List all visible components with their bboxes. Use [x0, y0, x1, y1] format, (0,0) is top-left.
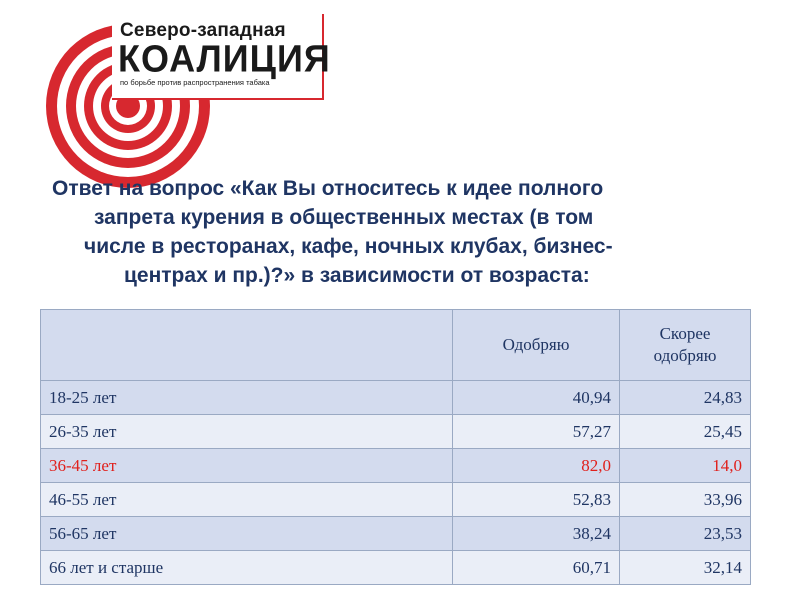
cell-rather-approve: 14,0 [620, 449, 751, 483]
table-header-row [41, 310, 751, 381]
cell-age: 36-45 лет [41, 449, 453, 483]
cell-age: 26-35 лет [41, 415, 453, 449]
cell-rather-approve: 33,96 [620, 483, 751, 517]
heading-line-1: Ответ на вопрос «Как Вы относитесь к идее полного [52, 177, 604, 200]
logo-title-line1: Северо-западная [120, 20, 286, 41]
coalition-logo [40, 8, 330, 198]
cell-age: 46-55 лет [41, 483, 453, 517]
cell-rather-approve: 24,83 [620, 381, 751, 415]
header-approve: Одобряю [453, 310, 620, 381]
logo-title-line2: КОАЛИЦИЯ [118, 36, 331, 80]
cell-approve: 57,27 [453, 415, 620, 449]
cell-rather-approve: 32,14 [620, 551, 751, 585]
header-age [41, 310, 453, 381]
table-row [41, 415, 751, 449]
cell-approve: 82,0 [453, 449, 620, 483]
heading-line-2: запрета курения в общественных местах (в том [94, 206, 594, 229]
cell-age: 18-25 лет [41, 381, 453, 415]
slide-heading [52, 174, 762, 290]
cell-age: 66 лет и старше [41, 551, 453, 585]
table-row [41, 517, 751, 551]
cell-approve: 60,71 [453, 551, 620, 585]
cell-rather-approve: 25,45 [620, 415, 751, 449]
age-approval-table [40, 309, 751, 585]
table-row-highlighted [41, 449, 751, 483]
heading-line-4: центрах и пр.)?» в зависимости от возраста: [124, 264, 590, 287]
cell-age: 56-65 лет [41, 517, 453, 551]
cell-rather-approve: 23,53 [620, 517, 751, 551]
cell-approve: 52,83 [453, 483, 620, 517]
heading-line-3: числе в ресторанах, кафе, ночных клубах, бизнес- [84, 235, 613, 258]
table-row [41, 381, 751, 415]
header-rather-approve: Скорее одобряю [620, 310, 751, 381]
table-row [41, 483, 751, 517]
logo-subtitle: по борьбе против распространения табака [120, 78, 270, 87]
cell-approve: 38,24 [453, 517, 620, 551]
cell-approve: 40,94 [453, 381, 620, 415]
table-row [41, 551, 751, 585]
